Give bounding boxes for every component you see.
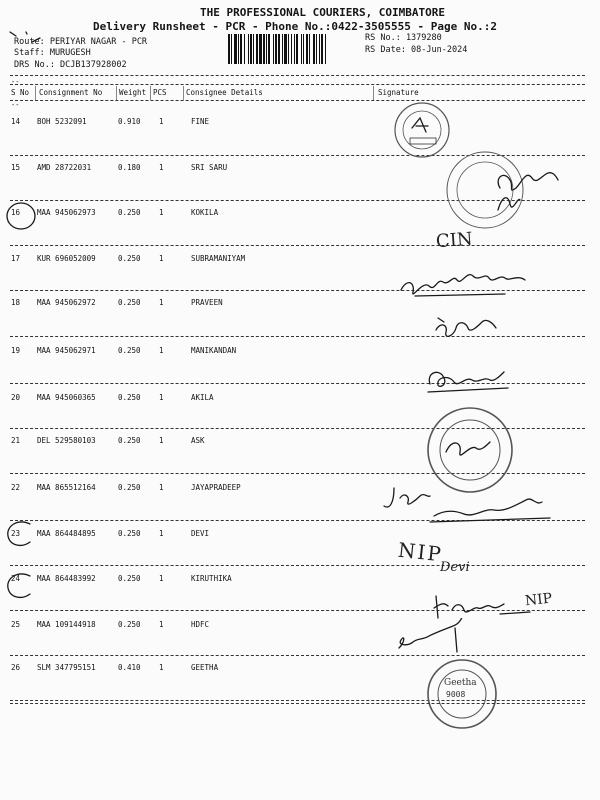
col-weight: Weight — [119, 88, 147, 97]
row-pcs: 1 — [159, 298, 164, 307]
col-pcs: PCS — [153, 88, 167, 97]
row-consignment: MAA 945060365 — [37, 393, 96, 402]
row-pcs: 1 — [159, 436, 164, 445]
signature-text: Devi — [440, 560, 470, 575]
row-consignee: DEVI — [191, 529, 210, 538]
row-separator — [10, 473, 585, 474]
table-row — [0, 163, 600, 175]
footer-rule — [10, 703, 585, 704]
row-weight: 0.250 — [118, 298, 141, 307]
barcode-bar — [266, 34, 267, 64]
row-consignment: MAA 864483992 — [37, 574, 96, 583]
row-pcs: 1 — [159, 254, 164, 263]
stamp-text: 9008 — [446, 690, 466, 699]
row-consignee: GEETHA — [191, 663, 219, 672]
table-row — [0, 298, 600, 310]
row-consignee: MANIKANDAN — [191, 346, 237, 355]
barcode-bar — [273, 34, 274, 64]
table-row — [0, 117, 600, 129]
stamp-icon — [380, 98, 475, 168]
row-separator — [10, 655, 585, 656]
row-sno: 17 — [11, 254, 21, 263]
row-pcs: 1 — [159, 620, 164, 629]
signature-text: CIN — [435, 228, 474, 253]
barcode-bar — [234, 34, 237, 64]
row-sno: 15 — [11, 163, 21, 172]
row-sno: 14 — [11, 117, 21, 126]
row-consignment: BOH 5232091 — [37, 117, 87, 126]
table-row — [0, 663, 600, 675]
row-pcs: 1 — [159, 663, 164, 672]
row-sno: 19 — [11, 346, 21, 355]
row-separator — [10, 245, 585, 246]
signature-text: NIP — [396, 537, 444, 567]
row-pcs: 1 — [159, 529, 164, 538]
barcode-bar — [231, 34, 232, 64]
company-title: THE PROFESSIONAL COURIERS, COIMBATORE — [200, 6, 446, 19]
table-row — [0, 574, 600, 586]
row-consignment: MAA 864484895 — [37, 529, 96, 538]
row-separator — [10, 200, 585, 201]
barcode-bar — [244, 34, 245, 64]
barcode-bar — [238, 34, 239, 64]
col-sep — [35, 86, 36, 100]
row-weight: 0.250 — [118, 393, 141, 402]
barcode-bar — [303, 34, 304, 64]
col-sep — [183, 86, 184, 100]
row-pcs: 1 — [159, 117, 164, 126]
barcode-bar — [275, 34, 277, 64]
route-label: Route: PERIYAR NAGAR - PCR — [14, 37, 148, 47]
row-weight: 0.250 — [118, 208, 141, 217]
row-weight: 0.250 — [118, 483, 141, 492]
barcode-bar — [268, 34, 270, 64]
row-sno: 21 — [11, 436, 21, 445]
barcode-bar — [294, 34, 295, 64]
barcode-bar — [282, 34, 283, 64]
stamp-text: Geetha — [444, 678, 477, 688]
barcode — [228, 34, 356, 64]
barcode-bar — [284, 34, 287, 64]
table-row — [0, 254, 600, 266]
signature-icon — [430, 312, 520, 346]
row-separator — [10, 520, 585, 521]
row-consignee: SRI SARU — [191, 163, 228, 172]
row-consignee: KIRUTHIKA — [191, 574, 232, 583]
row-consignee: ASK — [191, 436, 205, 445]
row-separator — [10, 700, 585, 701]
rs-number: RS No.: 1379280 — [365, 33, 442, 43]
row-sno: 25 — [11, 620, 21, 629]
row-pcs: 1 — [159, 574, 164, 583]
row-pcs: 1 — [159, 393, 164, 402]
row-consignment: AMD 28722031 — [37, 163, 92, 172]
row-sno: 22 — [11, 483, 21, 492]
row-pcs: 1 — [159, 163, 164, 172]
barcode-bar — [278, 34, 280, 64]
row-sno: 20 — [11, 393, 21, 402]
row-pcs: 1 — [159, 483, 164, 492]
header-rule-bottom — [10, 100, 585, 101]
staff-label: Staff: MURUGESH — [14, 48, 91, 58]
header-rule-top — [10, 75, 585, 76]
barcode-bar — [288, 34, 289, 64]
row-separator — [10, 383, 585, 384]
row-weight: 0.250 — [118, 254, 141, 263]
header-dashes: -- — [11, 78, 20, 86]
pen-mark-icon — [8, 30, 48, 48]
row-separator — [10, 610, 585, 611]
barcode-bar — [316, 34, 317, 64]
barcode-bar — [259, 34, 262, 64]
row-consignment: MAA 865512164 — [37, 483, 96, 492]
table-row — [0, 346, 600, 358]
barcode-bar — [301, 34, 302, 64]
row-consignment: DEL 529580103 — [37, 436, 96, 445]
col-consignee: Consignee Details — [186, 88, 263, 97]
barcode-bar — [250, 34, 252, 64]
row-separator — [10, 565, 585, 566]
row-separator — [10, 428, 585, 429]
signature-text: NIP — [524, 590, 553, 610]
row-weight: 0.250 — [118, 436, 141, 445]
header-rule-mid — [10, 84, 585, 85]
col-signature: Signature — [378, 88, 419, 97]
row-consignment: MAA 109144918 — [37, 620, 96, 629]
table-row — [0, 483, 600, 495]
table-row — [0, 393, 600, 405]
row-sno: 18 — [11, 298, 21, 307]
row-weight: 0.250 — [118, 620, 141, 629]
barcode-bar — [296, 34, 298, 64]
row-separator — [10, 290, 585, 291]
col-sep — [150, 86, 151, 100]
row-sno: 24 — [11, 574, 21, 583]
barcode-bar — [325, 34, 326, 64]
row-weight: 0.250 — [118, 574, 141, 583]
barcode-bar — [240, 34, 242, 64]
row-weight: 0.250 — [118, 346, 141, 355]
table-row — [0, 620, 600, 632]
col-sep — [116, 86, 117, 100]
row-sno: 16 — [11, 208, 21, 217]
barcode-bar — [256, 34, 258, 64]
row-consignee: FINE — [191, 117, 210, 126]
row-separator — [10, 336, 585, 337]
row-pcs: 1 — [159, 346, 164, 355]
row-consignment: MAA 945062973 — [37, 208, 96, 217]
row-separator — [10, 155, 585, 156]
row-weight: 0.910 — [118, 117, 141, 126]
row-consignment: KUR 696052009 — [37, 254, 96, 263]
barcode-bar — [253, 34, 254, 64]
rs-date: RS Date: 08-Jun-2024 — [365, 45, 468, 55]
col-consignment: Consignment No — [39, 88, 103, 97]
table-row — [0, 529, 600, 541]
row-consignee: PRAVEEN — [191, 298, 223, 307]
row-pcs: 1 — [159, 208, 164, 217]
row-weight: 0.410 — [118, 663, 141, 672]
barcode-bar — [291, 34, 292, 64]
row-weight: 0.180 — [118, 163, 141, 172]
barcode-bar — [248, 34, 249, 64]
barcode-bar — [309, 34, 310, 64]
row-consignment: MAA 945062971 — [37, 346, 96, 355]
barcode-bar — [321, 34, 323, 64]
header-dashes-2: -- — [11, 101, 20, 109]
row-sno: 23 — [11, 529, 21, 538]
row-weight: 0.250 — [118, 529, 141, 538]
table-row — [0, 208, 600, 220]
row-sno: 26 — [11, 663, 21, 672]
barcode-bar — [313, 34, 315, 64]
col-sep — [373, 86, 374, 100]
barcode-bar — [228, 34, 230, 64]
barcode-bar — [263, 34, 265, 64]
row-consignment: MAA 945062972 — [37, 298, 96, 307]
table-row — [0, 436, 600, 448]
row-consignee: SUBRAMANIYAM — [191, 254, 246, 263]
barcode-bar — [306, 34, 308, 64]
row-consignee: AKILA — [191, 393, 214, 402]
signature-icon — [395, 268, 555, 302]
row-consignee: JAYAPRADEEP — [191, 483, 241, 492]
runsheet-title: Delivery Runsheet - PCR - Phone No.:0422-3505555 - Page No.:2 — [93, 20, 497, 33]
row-consignee: KOKILA — [191, 208, 219, 217]
row-consignee: HDFC — [191, 620, 210, 629]
barcode-bar — [319, 34, 320, 64]
drs-label: DRS No.: DCJB137928002 — [14, 60, 127, 70]
row-consignment: SLM 347795151 — [37, 663, 96, 672]
col-sno: S No — [11, 88, 30, 97]
